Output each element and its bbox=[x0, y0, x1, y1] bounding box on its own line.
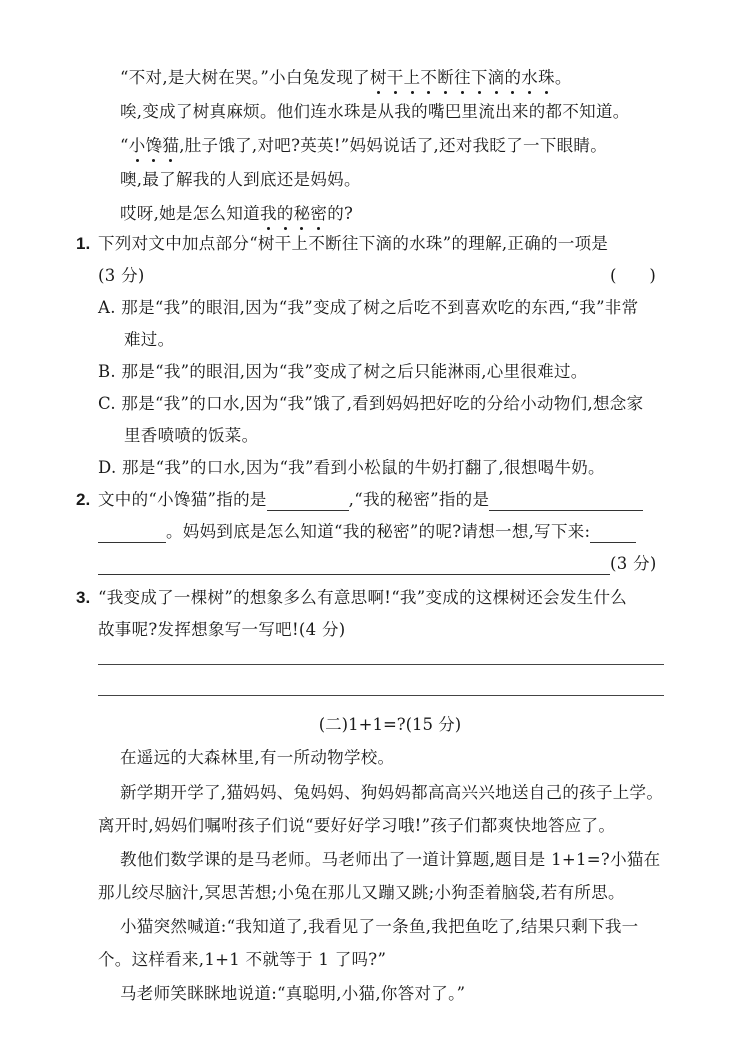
answer-line[interactable] bbox=[98, 695, 664, 696]
passage-line: “小馋猫,肚子饿了,对吧?英英!”妈妈说话了,还对我眨了一下眼睛。 bbox=[120, 136, 608, 155]
dotted-emphasis: 小馋猫 bbox=[128, 136, 180, 155]
passage-line: 噢,最了解我的人到底还是妈妈。 bbox=[120, 170, 361, 189]
passage-line: 教他们数学课的是马老师。马老师出了一道计算题,题目是 1+1=?小猫在 bbox=[120, 850, 661, 869]
answer-blank[interactable] bbox=[590, 524, 636, 543]
question-text: 文中的“小馋猫”指的是 ,“我的秘密”指的是 bbox=[98, 489, 643, 511]
question-text: 。妈妈到底是怎么知道“我的秘密”的呢?请想一想,写下来: bbox=[98, 521, 636, 543]
question-number: 2. bbox=[76, 490, 91, 509]
question-text: (3 分) bbox=[98, 553, 657, 575]
option-a[interactable]: A. 那是“我”的眼泪,因为“我”变成了树之后吃不到喜欢吃的东西,“我”非常 bbox=[98, 298, 639, 317]
passage-line: 唉,变成了树真麻烦。他们连水珠是从我的嘴巴里流出来的都不知道。 bbox=[120, 102, 630, 121]
passage-line: 新学期开学了,猫妈妈、兔妈妈、狗妈妈都高高兴兴地送自己的孩子上学。 bbox=[120, 783, 664, 802]
option-c-continued: 里香喷喷的饭菜。 bbox=[124, 426, 259, 445]
answer-parentheses[interactable]: ( ) bbox=[610, 266, 656, 285]
passage-line: 马老师笑眯眯地说道:“真聪明,小猫,你答对了。” bbox=[120, 984, 466, 1003]
section-title: (二)1+1=?(15 分) bbox=[318, 715, 462, 734]
answer-blank[interactable] bbox=[489, 492, 643, 511]
question-number: 1. bbox=[76, 234, 91, 253]
option-d[interactable]: D. 那是“我”的口水,因为“我”看到小松鼠的牛奶打翻了,很想喝牛奶。 bbox=[98, 458, 605, 477]
answer-blank[interactable] bbox=[98, 524, 166, 543]
passage-line: 在遥远的大森林里,有一所动物学校。 bbox=[120, 748, 395, 767]
passage-line: 哎呀,她是怎么知道我的秘密的? bbox=[120, 204, 354, 223]
dotted-emphasis: 我的秘密 bbox=[259, 204, 328, 223]
question-text: 下列对文中加点部分“树干上不断往下滴的水珠”的理解,正确的一项是 bbox=[98, 234, 609, 253]
dotted-emphasis: 树干上不断往下滴的水珠 bbox=[369, 68, 555, 87]
question-number: 3. bbox=[76, 588, 91, 607]
option-a-continued: 难过。 bbox=[124, 330, 175, 349]
answer-blank[interactable] bbox=[98, 556, 610, 575]
option-c[interactable]: C. 那是“我”的口水,因为“我”饿了,看到妈妈把好吃的分给小动物们,想念家 bbox=[98, 394, 644, 413]
passage-line: 那儿绞尽脑汁,冥思苦想;小兔在那儿又蹦又跳;小狗歪着脑袋,若有所思。 bbox=[98, 883, 625, 902]
option-b[interactable]: B. 那是“我”的眼泪,因为“我”变成了树之后只能淋雨,心里很难过。 bbox=[98, 362, 588, 381]
answer-line[interactable] bbox=[98, 664, 664, 665]
answer-blank[interactable] bbox=[267, 492, 349, 511]
question-text: 故事呢?发挥想象写一写吧!(4 分) bbox=[98, 620, 346, 639]
question-score: (3 分) bbox=[98, 266, 145, 285]
question-text: “我变成了一棵树”的想象多么有意思啊!“我”变成的这棵树还会发生什么 bbox=[98, 588, 628, 607]
passage-line: 离开时,妈妈们嘱咐孩子们说“要好好学习哦!”孩子们都爽快地答应了。 bbox=[98, 816, 616, 835]
passage-line: 个。这样看来,1+1 不就等于 1 了吗?” bbox=[98, 950, 387, 969]
passage-line: 小猫突然喊道:“我知道了,我看见了一条鱼,我把鱼吃了,结果只剩下我一 bbox=[120, 917, 639, 936]
passage-line: “不对,是大树在哭。”小白兔发现了树干上不断往下滴的水珠。 bbox=[120, 68, 572, 87]
